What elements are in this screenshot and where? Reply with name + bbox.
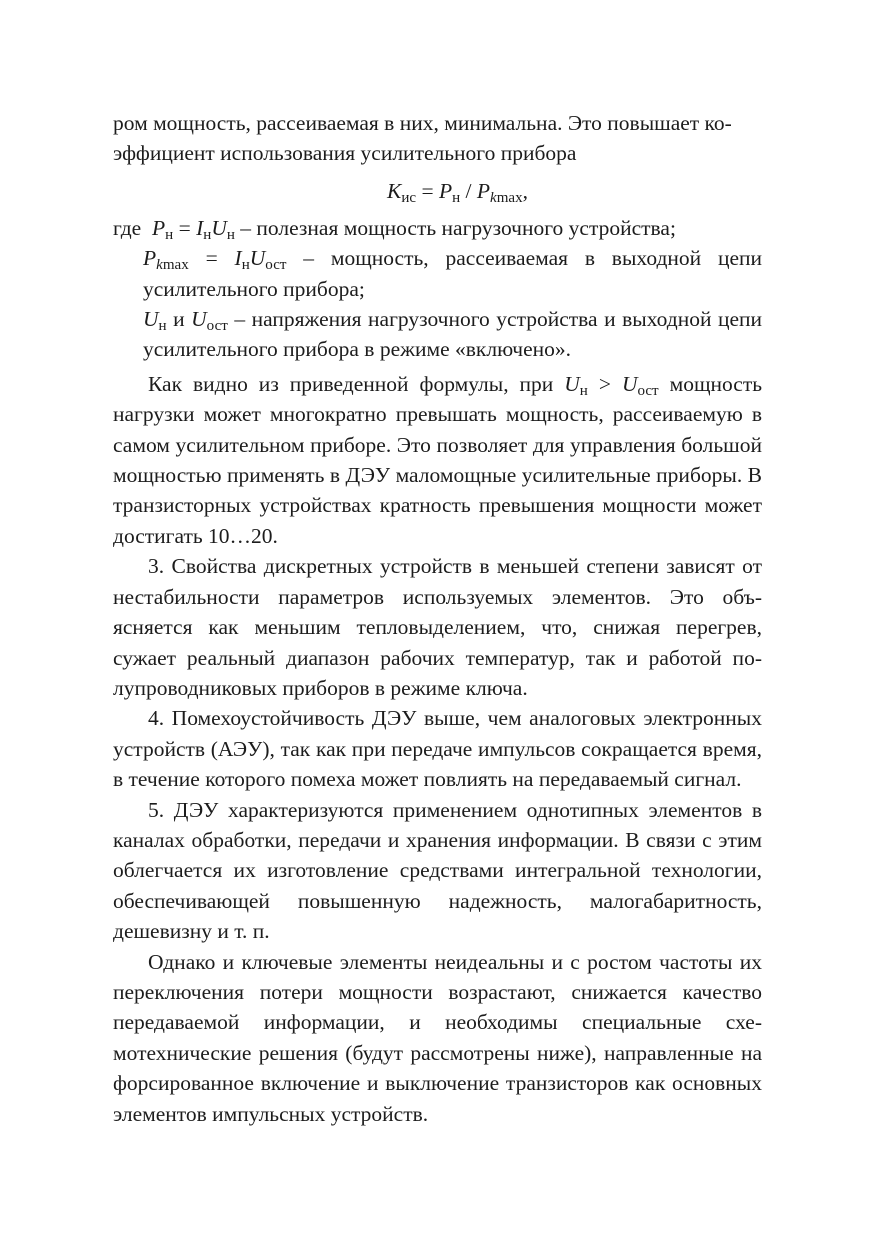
- where-prefix: где: [113, 215, 142, 240]
- formula-k: K: [386, 178, 402, 203]
- symbol-p-sub-max: max: [162, 256, 189, 273]
- paragraph-6: Однако и ключевые элементы неидеальны и с ростом частоты их переключения потери мощности возрастают, снижается качество передаваемой информации, и необходимы специальные схемотехнические решения (будут рассмотрены ниже), направленные на форсированное включение и выключение транзисторов как основных элементов импульсных устройств.: [113, 949, 762, 1126]
- formula-eq: =: [421, 178, 434, 203]
- where-item-2: [113, 243, 762, 304]
- symbol-i-sub: н: [241, 256, 250, 273]
- formula-p: P: [438, 178, 453, 203]
- symbol-eq: =: [178, 215, 191, 240]
- intro-line-1: ром мощность, рассеиваемая в них, минимальна. Это повышает ко-: [113, 111, 732, 135]
- paragraph-formula-after: мощность нагрузки может многократно превышать мощность, рассеиваемую в самом усилительном приборе. Это позволяет для управления большой мощностью применять в ДЭУ маломощные усилительные приборы. В транзисторных устройствах кратность превышения мощности может достигать 10…20.: [113, 371, 763, 548]
- formula-pk-sub-k: k: [490, 189, 497, 206]
- where-item-1-text: – полезная мощность нагрузочного устройства;: [240, 215, 676, 240]
- symbol-p-sub: н: [165, 226, 174, 243]
- formula-pk-sub-max: max: [496, 189, 523, 206]
- where-item-3-text: – напряжения нагрузочного устройства и выходной цепи усилительного прибора в режиме «включено».: [143, 307, 763, 362]
- symbol-u: U: [143, 307, 159, 332]
- symbol-eq: =: [205, 246, 218, 271]
- symbol-u-sub: н: [226, 226, 235, 243]
- formula-slash: /: [465, 178, 472, 203]
- symbol-u-sub: ост: [637, 382, 659, 399]
- formula-k-sub: ис: [401, 189, 417, 206]
- symbol-u-sub: ост: [265, 256, 287, 273]
- paragraph-3: 3. Свойства дискретных устройств в меньшей степени зависят от нестабильности параметров используемых элементов. Это объясняется как меньшим тепловыделением, что, снижая перегрев, сужает реальный диапазон рабочих температур, так и работой полупроводниковых приборов в режиме ключа.: [113, 554, 762, 700]
- symbol-i: I: [234, 246, 242, 271]
- where-item-2-text: – мощность, рассеиваемая в выходной цепи усилительного прибора;: [143, 246, 763, 301]
- paragraph-formula-conclusion: [113, 369, 762, 551]
- document-page: [113, 108, 762, 1129]
- formula-pk: P: [476, 178, 491, 203]
- formula-comma: ,: [522, 178, 528, 203]
- symbol-p: P: [151, 215, 166, 240]
- intro-line-2: эффициент использования усилительного прибора: [113, 141, 577, 166]
- symbol-u: U: [211, 215, 227, 240]
- efficiency-formula: [113, 169, 762, 213]
- symbol-p-sub-k: k: [156, 256, 163, 273]
- paragraph-formula-before: Как видно из приведенной формулы, при: [148, 371, 554, 396]
- paragraph-4: 4. Помехоустойчивость ДЭУ выше, чем аналоговых электронных устройств (АЭУ), так как при передаче импульсов сокращается время, в течение которого помеха может повлиять на передаваемый сигнал.: [113, 706, 762, 792]
- word-and: и: [173, 307, 185, 332]
- paragraph-5: 5. ДЭУ характеризуются применением однотипных элементов в каналах обработки, передачи и хранения информации. В связи с этим облегчается их изготовление средствами интегральной технологии, обеспечивающей повышенную надежность, малогабаритность, дешевизну и т. п.: [113, 797, 762, 944]
- symbol-u: U: [191, 307, 207, 332]
- symbol-i: I: [196, 215, 204, 240]
- symbol-p: P: [143, 246, 157, 271]
- formula-p-sub: н: [452, 189, 461, 206]
- symbol-gt: >: [598, 371, 611, 396]
- symbol-u-sub: н: [158, 317, 167, 334]
- where-item-1: [113, 213, 762, 243]
- intro-paragraph: [113, 108, 762, 169]
- symbol-u: U: [249, 246, 266, 271]
- symbol-u-sub: ост: [206, 317, 228, 334]
- where-item-3: [113, 304, 762, 365]
- symbol-i-sub: н: [203, 226, 212, 243]
- symbol-u: U: [621, 371, 638, 396]
- symbol-u-sub: н: [579, 382, 588, 399]
- symbol-u: U: [564, 371, 580, 396]
